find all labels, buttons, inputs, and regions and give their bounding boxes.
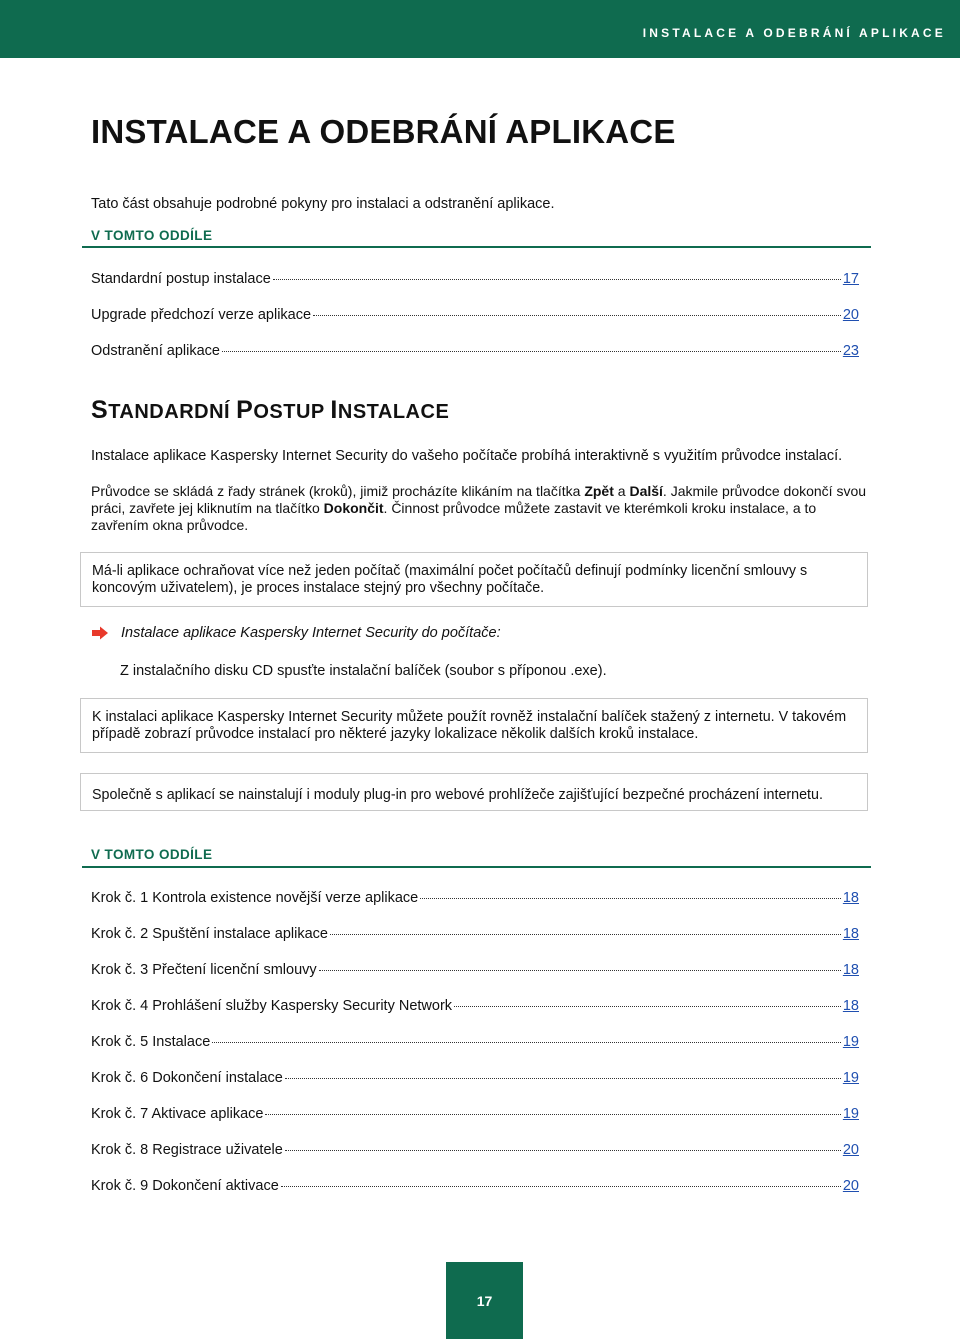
toc-item[interactable] [91,961,859,979]
toc-page-link[interactable]: 19 [842,1106,859,1122]
section-divider [82,866,871,868]
toc-leader-dots [313,315,841,316]
page-number: 17 [476,1292,493,1309]
toc-item[interactable] [91,1033,859,1051]
paragraph-intro: Instalace aplikace Kaspersky Internet Security do vašeho počítače probíhá interaktivně s využitím průvodce instalací. [91,448,843,464]
toc-item-label: Krok č. 7 Aktivace aplikace [91,1106,264,1122]
paragraph-text: Průvodce se skládá z řady stránek (kroků), jimiž procházíte klikáním na tlačítka [91,483,585,499]
toc-leader-dots [273,279,841,280]
toc-page-link[interactable]: 18 [842,890,859,906]
section-label: V TOMTO ODDÍLE [91,847,213,862]
note-box [80,773,868,811]
toc-item-label: Krok č. 9 Dokončení aktivace [91,1178,279,1194]
toc-page-link[interactable]: 20 [842,1178,859,1194]
paragraph-wizard [91,483,871,534]
toc-item-label: Odstranění aplikace [91,343,220,359]
toc-leader-dots [285,1150,841,1151]
section-heading-text: STANDARDNÍ POSTUP INSTALACE [91,396,450,424]
toc-item[interactable] [91,270,859,288]
toc-page-link[interactable]: 18 [842,962,859,978]
paragraph-text: . Jakmile průvodce dokončí svou práci, zavřete jej kliknutím na tlačítko [91,483,867,516]
toc-item-label: Krok č. 3 Přečtení licenční smlouvy [91,962,317,978]
procedure-title: Instalace aplikace Kaspersky Internet Security do počítače: [121,625,501,641]
toc-leader-dots [420,898,841,899]
toc-item-label: Krok č. 5 Instalace [91,1034,211,1050]
toc-item-label: Krok č. 8 Registrace uživatele [91,1142,283,1158]
toc-leader-dots [285,1078,841,1079]
procedure-header [91,625,501,641]
toc-item[interactable] [91,306,859,324]
toc-leader-dots [319,970,841,971]
toc-page-link[interactable]: 20 [842,307,859,323]
toc-leader-dots [212,1042,841,1043]
toc-item-label: Krok č. 4 Prohlášení služby Kaspersky Security Network [91,998,453,1014]
section-heading [91,396,449,425]
note-text: K instalaci aplikace Kaspersky Internet Security můžete použít rovněž instalační balíček stažený z internetu. V takovém případě zobrazí průvodce instalací pro některé jazyky lokalizace několik dalších kroků instalace. [92,709,847,742]
toc-item[interactable] [91,1177,859,1195]
note-text: Společně s aplikací se nainstalují i moduly plug-in pro webové prohlížeče zajišťující bezpečné procházení internetu. [92,787,823,803]
paragraph-text: . Činnost průvodce můžete zastavit ve kterémkoli kroku instalace, a to zavřením okna průvodce. [91,500,817,533]
note-box [80,698,868,753]
arrow-right-icon [91,626,109,640]
toc-page-link[interactable]: 20 [842,1142,859,1158]
running-title: INSTALACE A ODEBRÁNÍ APLIKACE [642,26,946,40]
toc-page-link[interactable]: 19 [842,1070,859,1086]
button-name-back: Zpět [584,483,614,499]
toc-page-link[interactable]: 18 [842,998,859,1014]
page-number-badge [446,1262,523,1339]
toc-item[interactable] [91,342,859,360]
button-name-next: Další [629,483,663,499]
toc-page-link[interactable]: 17 [842,271,859,287]
toc-item[interactable] [91,997,859,1015]
button-name-finish: Dokončit [323,500,384,516]
toc-item[interactable] [91,1105,859,1123]
note-box [80,552,868,607]
toc-leader-dots [330,934,841,935]
toc-item[interactable] [91,1141,859,1159]
toc-leader-dots [222,351,841,352]
note-text: Má-li aplikace ochraňovat více než jeden počítač (maximální počet počítačů definují podmínky licenční smlouvy s koncovým uživatelem), je proces instalace stejný pro všechny počítače. [92,563,808,596]
toc-item[interactable] [91,1069,859,1087]
toc-item-label: Krok č. 6 Dokončení instalace [91,1070,283,1086]
toc-item-label: Standardní postup instalace [91,271,271,287]
toc-leader-dots [265,1114,840,1115]
toc-page-link[interactable]: 23 [842,343,859,359]
toc-item[interactable] [91,889,859,907]
page-title: INSTALACE A ODEBRÁNÍ APLIKACE [91,113,676,150]
procedure-step: Z instalačního disku CD spusťte instalační balíček (soubor s příponou .exe). [120,663,607,679]
toc-leader-dots [454,1006,841,1007]
header-band [0,0,960,58]
toc-item-label: Krok č. 1 Kontrola existence novější verze aplikace [91,890,419,906]
toc-page-link[interactable]: 18 [842,926,859,942]
toc-item-label: Upgrade předchozí verze aplikace [91,307,312,323]
toc-item-label: Krok č. 2 Spuštění instalace aplikace [91,926,328,942]
toc-leader-dots [281,1186,841,1187]
toc-item[interactable] [91,925,859,943]
section-divider [82,246,871,248]
paragraph-text: a [613,483,630,499]
toc-page-link[interactable]: 19 [842,1034,859,1050]
section-label: V TOMTO ODDÍLE [91,228,213,243]
intro-text: Tato část obsahuje podrobné pokyny pro instalaci a odstranění aplikace. [91,196,555,212]
